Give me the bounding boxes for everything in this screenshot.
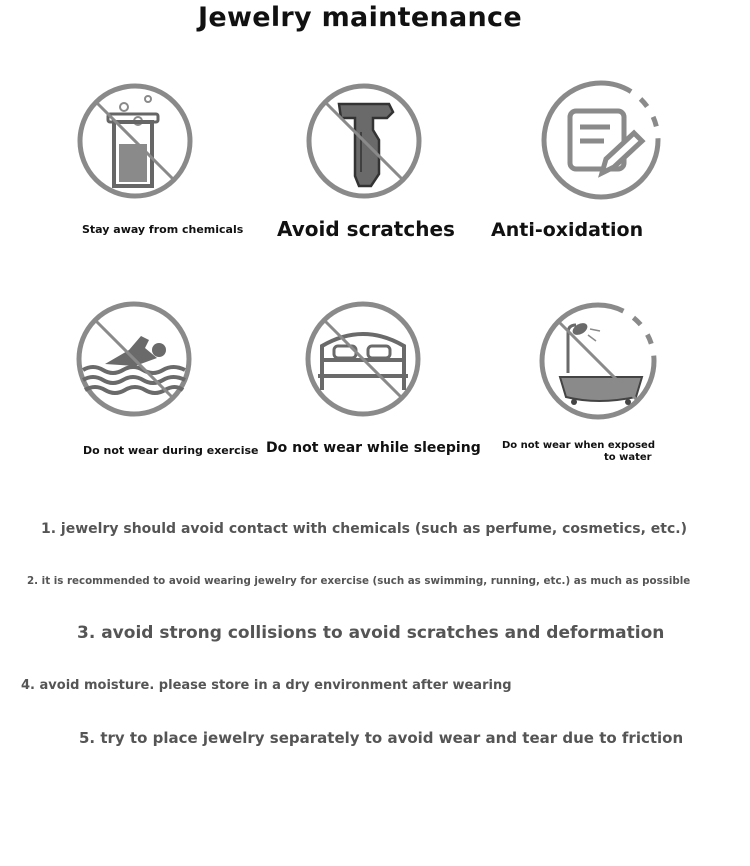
- bed-icon: [304, 300, 422, 418]
- rule-5: 5. try to place jewelry separately to avoid wear and tear due to friction: [79, 729, 684, 747]
- caption-scratches: Avoid scratches: [277, 217, 455, 241]
- rule-2: 2. it is recommended to avoid wearing jewelry for exercise (such as swimming, running, etc.) as much as possible: [27, 575, 691, 587]
- caption-chemicals: Stay away from chemicals: [82, 223, 244, 236]
- swimming-icon: [75, 300, 193, 418]
- shower-bath-icon: [538, 301, 658, 421]
- scratch-tool-icon: [305, 82, 423, 200]
- caption-sleeping: Do not wear while sleeping: [266, 440, 481, 456]
- caption-water-line2: to water: [604, 452, 652, 463]
- rule-4: 4. avoid moisture. please store in a dry environment after wearing: [21, 678, 512, 693]
- chemicals-icon: [76, 82, 194, 200]
- page-title: Jewelry maintenance: [198, 2, 522, 33]
- rule-1: 1. jewelry should avoid contact with chemicals (such as perfume, cosmetics, etc.): [41, 521, 687, 537]
- caption-oxidation: Anti-oxidation: [491, 219, 644, 241]
- rule-3: 3. avoid strong collisions to avoid scratches and deformation: [77, 623, 665, 643]
- caption-exercise: Do not wear during exercise: [83, 444, 259, 457]
- oxidation-note-icon: [540, 79, 662, 201]
- caption-water-line1: Do not wear when exposed: [502, 440, 655, 451]
